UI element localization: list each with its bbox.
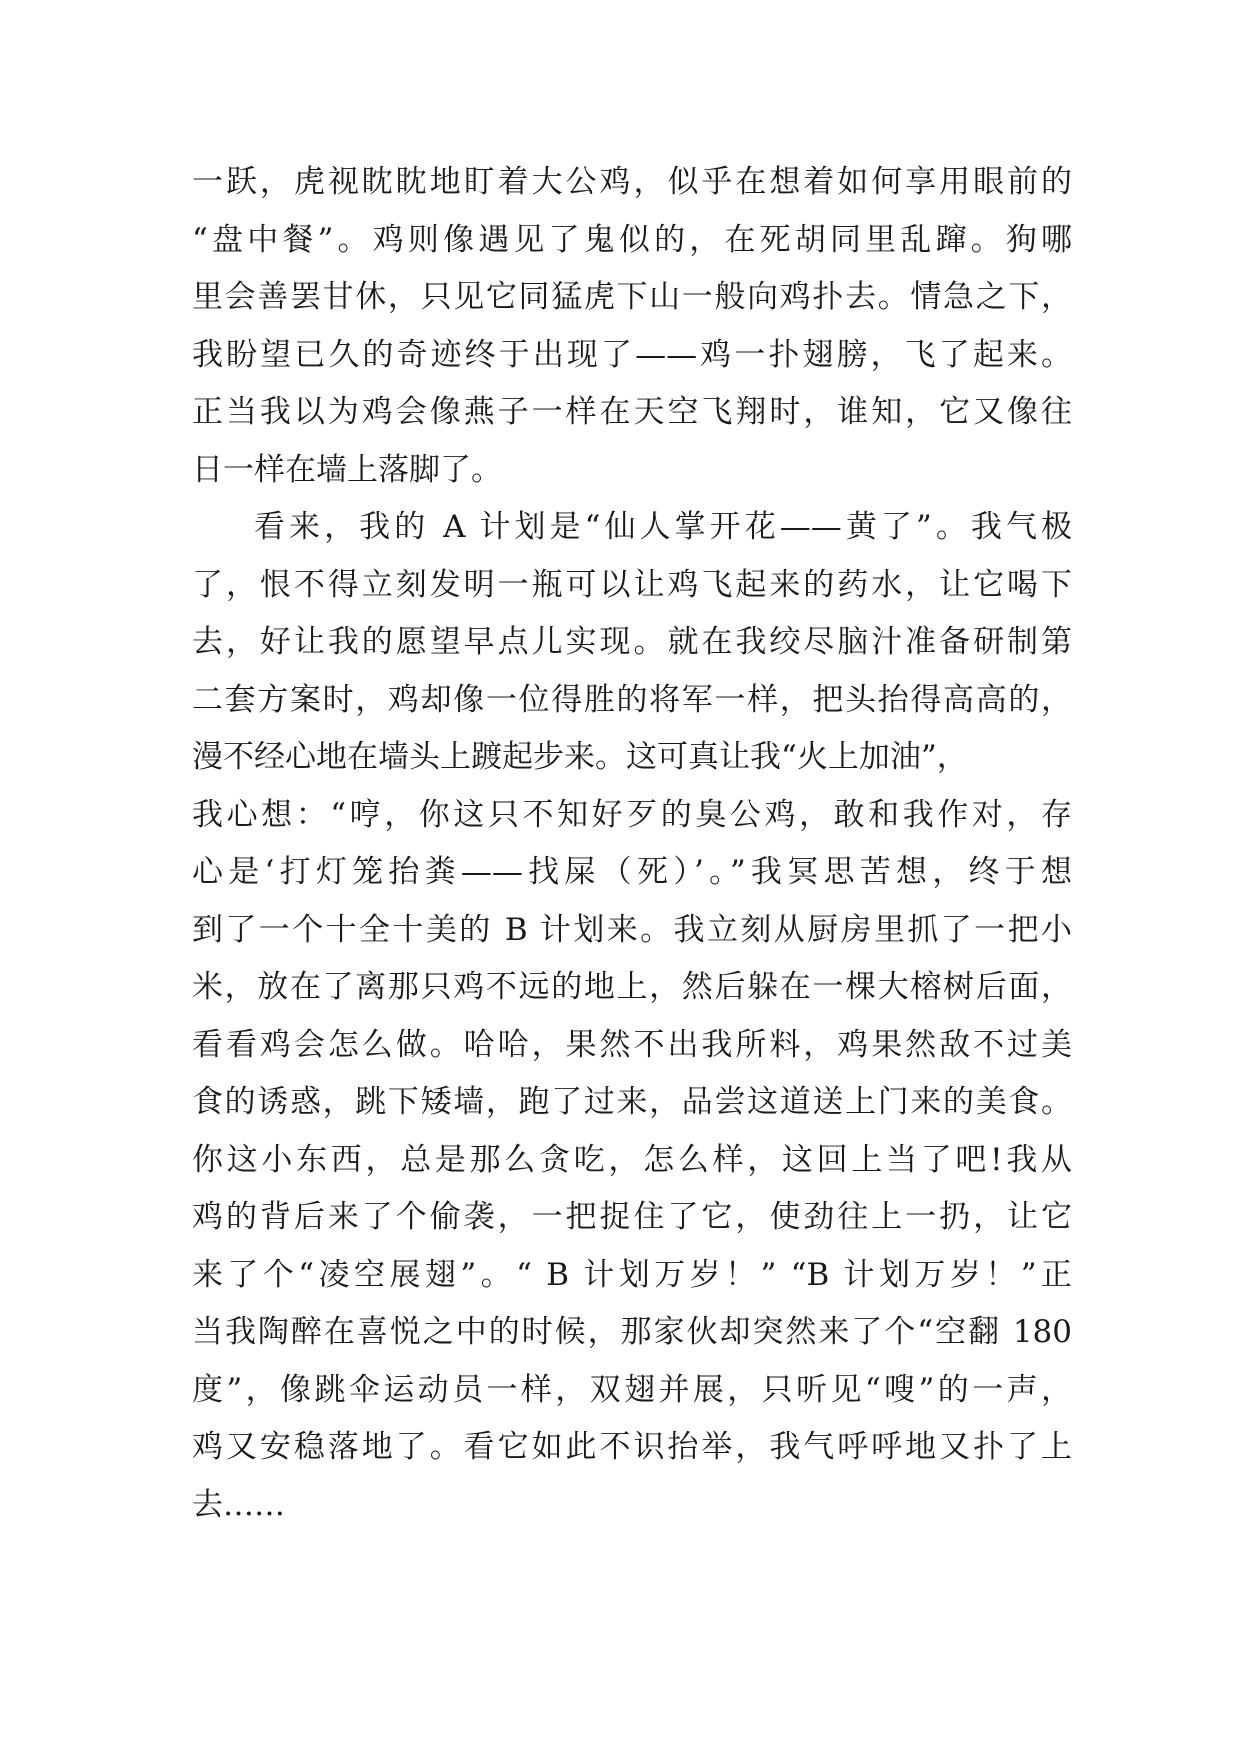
text-line: 去，好让我的愿望早点儿实现。就在我绞尽脑汁准备研制第 [192,624,1072,660]
text-line: 二套方案时，鸡却像一位得胜的将军一样，把头抬得高高的， [192,681,1072,718]
text-line: 我盼望已久的奇迹终于出现了——鸡一扑翅膀，飞了起来。 [192,336,1072,373]
text-line: 正当我以为鸡会像燕子一样在天空飞翔时，谁知，它又像往 [192,394,1072,430]
text-line: 鸡又安稳落地了。看它如此不识抬举，我气呼呼地又扑了上 [192,1429,1072,1465]
paragraph-first-line: 看来，我的 A 计划是“仙人掌开花——黄了”。我气极 [254,509,1072,545]
text-line: 到了一个十全十美的 B 计划来。我立刻从厨房里抓了一把小 [192,911,1072,948]
text-line: 里会善罢甘休，只见它同猛虎下山一般向鸡扑去。情急之下， [192,279,1072,315]
text-line: 米，放在了离那只鸡不远的地上，然后躲在一棵大榕树后面， [192,969,1072,1005]
text-line: 我心想：“哼，你这只不知好歹的臭公鸡，敢和我作对，存 [192,796,1072,833]
text-line: 度”，像跳伞运动员一样，双翅并展，只听见“嗖”的一声， [192,1371,1072,1408]
text-line: 去…… [192,1486,285,1523]
text-line: 来了个“凌空展翅”。“ B 计划万岁！” “B 计划万岁！”正 [192,1256,1072,1293]
text-line: 当我陶醉在喜悦之中的时候，那家伙却突然来了个“空翻 180 [192,1314,1072,1350]
text-line: 你这小东西，总是那么贪吃，怎么样，这回上当了吧!我从 [192,1141,1072,1178]
text-line: 鸡的背后来了个偷袭，一把捉住了它，使劲往上一扔，让它 [192,1199,1072,1235]
text-line: “盘中餐”。鸡则像遇见了鬼似的，在死胡同里乱蹿。狗哪 [192,221,1072,258]
text-line: 漫不经心地在墙头上踱起步来。这可真让我“火上加油”， [192,739,968,775]
text-line: 一跃，虎视眈眈地盯着大公鸡，似乎在想着如何享用眼前的 [192,164,1072,200]
text-line: 日一样在墙上落脚了。 [192,451,502,488]
essay-body [192,154,1072,1534]
text-line: 看看鸡会怎么做。哈哈，果然不出我所料，鸡果然敌不过美 [192,1026,1072,1063]
text-line: 心是‘打灯笼抬粪——找屎（死）’。”我冥思苦想，终于想 [192,854,1072,890]
text-line: 了，恨不得立刻发明一瓶可以让鸡飞起来的药水，让它喝下 [192,566,1072,603]
text-line: 食的诱惑，跳下矮墙，跑了过来，品尝这道送上门来的美食。 [192,1084,1072,1120]
